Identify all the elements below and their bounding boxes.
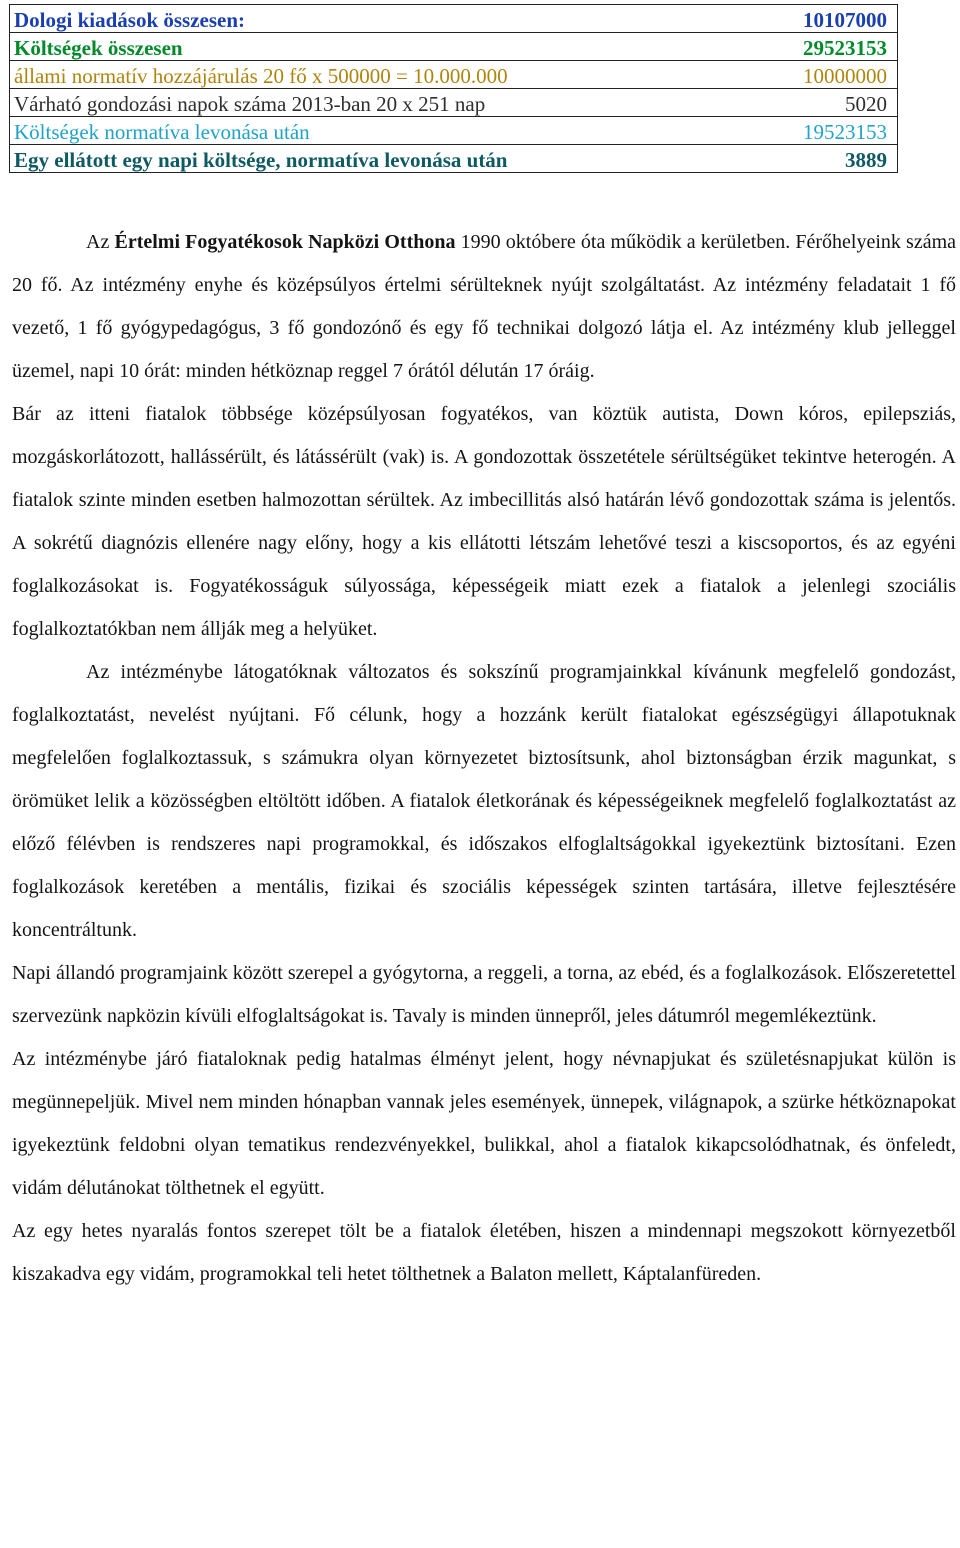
paragraph-programs: Az intézménybe látogatóknak változatos és sokszínű programjainkkal kívánunk megfelelő gondozást, foglalkoztatást, nevelést nyújtani. Fő célunk, hogy a hozzánk került fiatalokat egészségügyi állapotuknak megfelelően foglalkoztassuk, s számukra olyan környezetet biztosítsunk, ahol biztonságban érzik magunkat, s örömüket lelik a közösségben eltöltött időben. A fiatalok életkorának és képességeiknek megfelelő foglalkoztatást az előző félévben is rendszeres napi programokkal, és időszakos elfoglaltságokkal igyekeztünk biztosítani. Ezen foglalkozások keretében a mentális, fizikai és szociális képességek szinten tartására, illetve fejlesztésére koncentráltunk. (12, 661, 956, 941)
paragraph-institution-intro: Az Értelmi Fogyatékosok Napközi Otthona 1990 októbere óta működik a kerületben. Férőhelyeink száma 20 fő. Az intézmény enyhe és középsúlyos értelmi sérülteknek nyújt szolgáltatást. Az intézmény feladatait 1 fő vezető, 1 fő gyógypedagógus, 3 fő gondozónő és egy fő technikai dolgozó látja el. Az intézmény klub jelleggel üzemel, napi 10 órát: minden hétköznap reggel 7 órától délután 17 óráig. (12, 231, 957, 382)
budget-row-label: Dologi kiadások összesen: (10, 5, 698, 33)
budget-row-costs-after-subsidy (10, 117, 898, 145)
budget-row-value: 29523153 (698, 33, 898, 61)
institution-name: Értelmi Fogyatékosok Napközi Otthona (114, 231, 456, 253)
budget-row-value: 3889 (698, 145, 898, 173)
budget-row-daily-cost-per-person (10, 145, 898, 173)
budget-row-value: 10107000 (698, 5, 898, 33)
budget-row-label: Költségek normatíva levonása után (10, 117, 698, 145)
budget-row-label: Várható gondozási napok száma 2013-ban 20 x 251 nap (10, 89, 698, 117)
budget-row-label: Egy ellátott egy napi költsége, normatíva levonása után (10, 145, 698, 173)
budget-row-total-costs (10, 33, 898, 61)
budget-row-state-subsidy (10, 61, 898, 89)
budget-row-value: 5020 (698, 89, 898, 117)
paragraph-celebrations: Az intézménybe járó fiataloknak pedig hatalmas élményt jelent, hogy névnapjukat és születésnapjukat külön is megünnepeljük. Mivel nem minden hónapban vannak jeles események, ünnepek, világnapok, a szürke hétköznapokat igyekeztünk feldobni olyan tematikus rendezvényekkel, bulikkal, ahol a fiatalok kikapcsolódhatnak, és önfeledt, vidám délutánokat tölthetnek el együtt. (12, 1048, 956, 1199)
budget-row-label: Költségek összesen (10, 33, 698, 61)
budget-row-label: állami normatív hozzájárulás 20 fő x 500000 = 10.000.000 (10, 61, 698, 89)
document-body (12, 221, 956, 1296)
paragraph-holiday: Az egy hetes nyaralás fontos szerepet tölt be a fiatalok életében, hiszen a mindennapi megszokott környezetből kiszakadva egy vidám, programokkal teli hetet tölthetnek a Balaton mellett, Káptalanfüreden. (12, 1220, 956, 1285)
budget-row-care-days (10, 89, 898, 117)
budget-row-value: 10000000 (698, 61, 898, 89)
budget-row-material-costs (10, 5, 898, 33)
paragraph-daily-programs: Napi állandó programjaink között szerepel a gyógytorna, a reggeli, a torna, az ebéd, és a foglalkozások. Előszeretettel szervezünk napközin kívüli elfoglaltságokat is. Tavaly is minden ünnepről, jeles dátumról megemlékeztünk. (12, 962, 956, 1027)
budget-row-value: 19523153 (698, 117, 898, 145)
paragraph-clients: Bár az itteni fiatalok többsége középsúlyosan fogyatékos, van köztük autista, Down kóros, epilepsziás, mozgáskorlátozott, hallássérült, és látássérült (vak) is. A gondozottak összetétele sérültségüket tekintve heterogén. A fiatalok szinte minden esetben halmozottan sérültek. Az imbecillitás alsó határán lévő gondozottak száma is jelentős. A sokrétű diagnózis ellenére nagy előny, hogy a kis ellátotti létszám lehetővé teszi a kiscsoportos, és az egyéni foglalkozásokat is. Fogyatékosságuk súlyossága, képességeik miatt ezek a fiatalok a jelenlegi szociális foglalkoztatókban nem állják meg a helyüket. (12, 403, 956, 640)
budget-summary-table (9, 4, 898, 173)
